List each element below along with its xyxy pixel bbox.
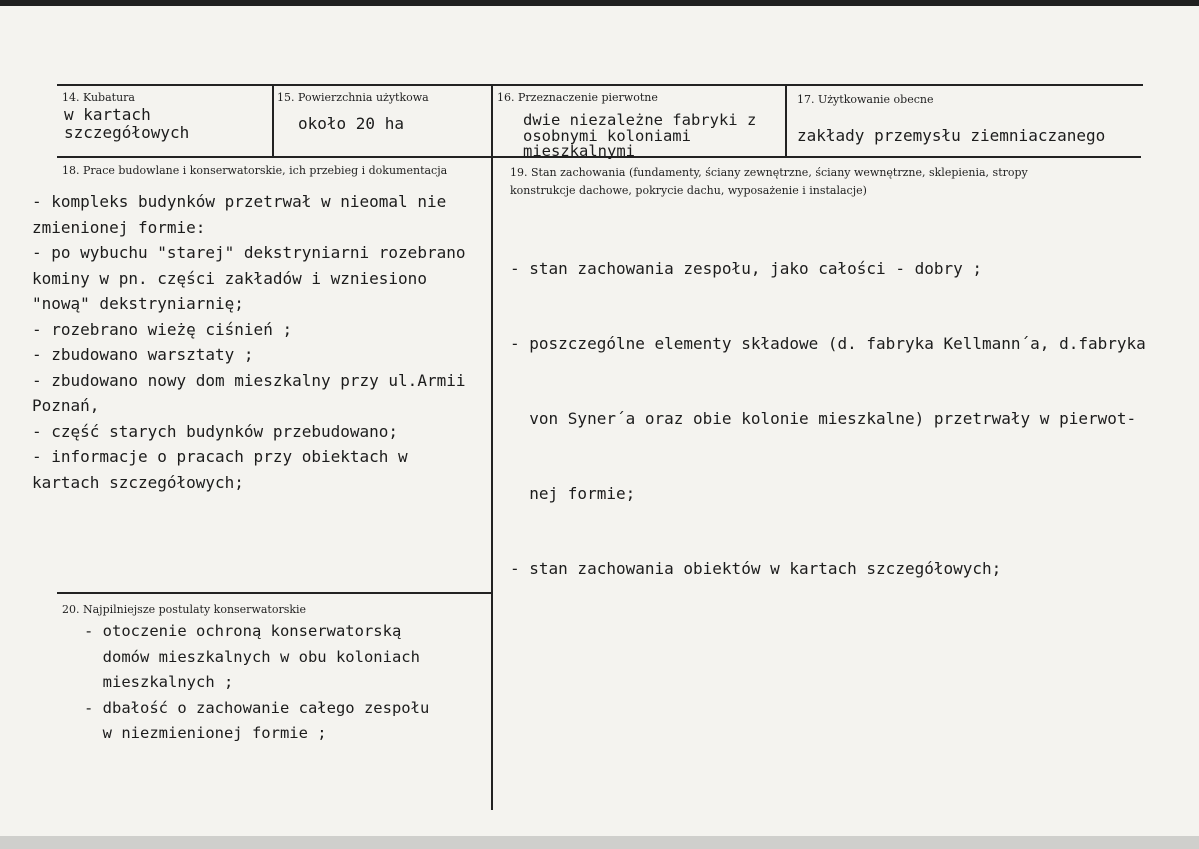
field-14-value-line1: w kartach [64,105,151,124]
field-20-line: mieszkalnych ; [84,673,234,691]
field-17-label: 17. Użytkowanie obecne [797,93,934,106]
field-18-text [32,189,465,495]
top-row-top-border [57,84,1143,86]
field-20-line: - otoczenie ochroną konserwatorską [84,622,402,640]
field-18-line: - po wybuchu "starej" dekstryniarni rozebrano [32,243,466,262]
field-18-label: 18. Prace budowlane i konserwatorskie, ich przebieg i dokumentacja [62,164,448,177]
field-19-label-line1: 19. Stan zachowania (fundamenty, ściany zewnętrzne, ściany wewnętrzne, sklepienia, stropy [510,166,1028,179]
field-15-value: około 20 ha [298,114,404,133]
divider-14-15 [272,84,274,158]
field-19-line: von Syner´a oraz obie kolonie mieszkalne) przetrwały w pierwot- [510,409,1137,428]
field-20-line: - dbałość o zachowanie całego zespołu [84,698,430,717]
field-14-label: 14. Kubatura [62,91,135,104]
field-18-line: Poznań, [32,396,100,415]
field-18-line: - informacje o pracach przy obiektach w [32,447,408,466]
field-19-line: nej formie; [510,484,636,503]
field-18-line: kominy w pn. części zakładów i wzniesiono [32,268,427,288]
field-16-label: 16. Przeznaczenie pierwotne [497,91,658,104]
field-19-text [510,206,1146,631]
field-20-text [84,619,429,747]
field-19-label-line2: konstrukcje dachowe, pokrycie dachu, wyposażenie i instalacje) [510,184,867,197]
divider-18-19 [491,156,493,810]
field-18-line: - kompleks budynków przetrwał w nieomal nie [32,192,447,211]
field-19-line: - stan zachowania obiektów w kartach szczegółowych; [510,559,1002,578]
divider-18-20 [57,592,493,594]
divider-16-17 [785,84,787,158]
field-18-line: "nową" dekstryniarnię; [32,294,244,313]
field-16-value-line2: osobnymi koloniami [523,127,691,145]
field-15-label: 15. Powierzchnia użytkowa [277,91,429,104]
field-20-line: w niezmienionej formie ; [84,724,327,742]
scan-bottom-edge [0,836,1199,849]
divider-15-16 [491,84,493,158]
field-19-line: - poszczególne elementy składowe (d. fabryka Kellmann´a, d.fabryka [510,334,1146,353]
field-16-value-line3: mieszkalnymi [523,142,635,160]
field-18-line: - część starych budynków przebudowano; [32,421,399,441]
field-18-line: - rozebrano wieżę ciśnień ; [32,319,293,339]
field-20-label: 20. Najpilniejsze postulaty konserwatorskie [62,603,307,616]
field-14-value-line2: szczegółowych [64,123,190,142]
field-18-line: kartach szczegółowych; [32,472,244,492]
field-19-line: - stan zachowania zespołu, jako całości - dobry ; [510,259,983,278]
field-20-line: domów mieszkalnych w obu koloniach [84,647,420,666]
field-18-line: zmienionej formie: [32,217,206,237]
field-18-line: - zbudowano warsztaty ; [32,345,254,364]
field-18-line: - zbudowano nowy dom mieszkalny przy ul.Armii [32,370,466,390]
field-17-value: zakłady przemysłu ziemniaczanego [797,126,1106,145]
field-16-value-line1: dwie niezależne fabryki z [523,111,757,129]
